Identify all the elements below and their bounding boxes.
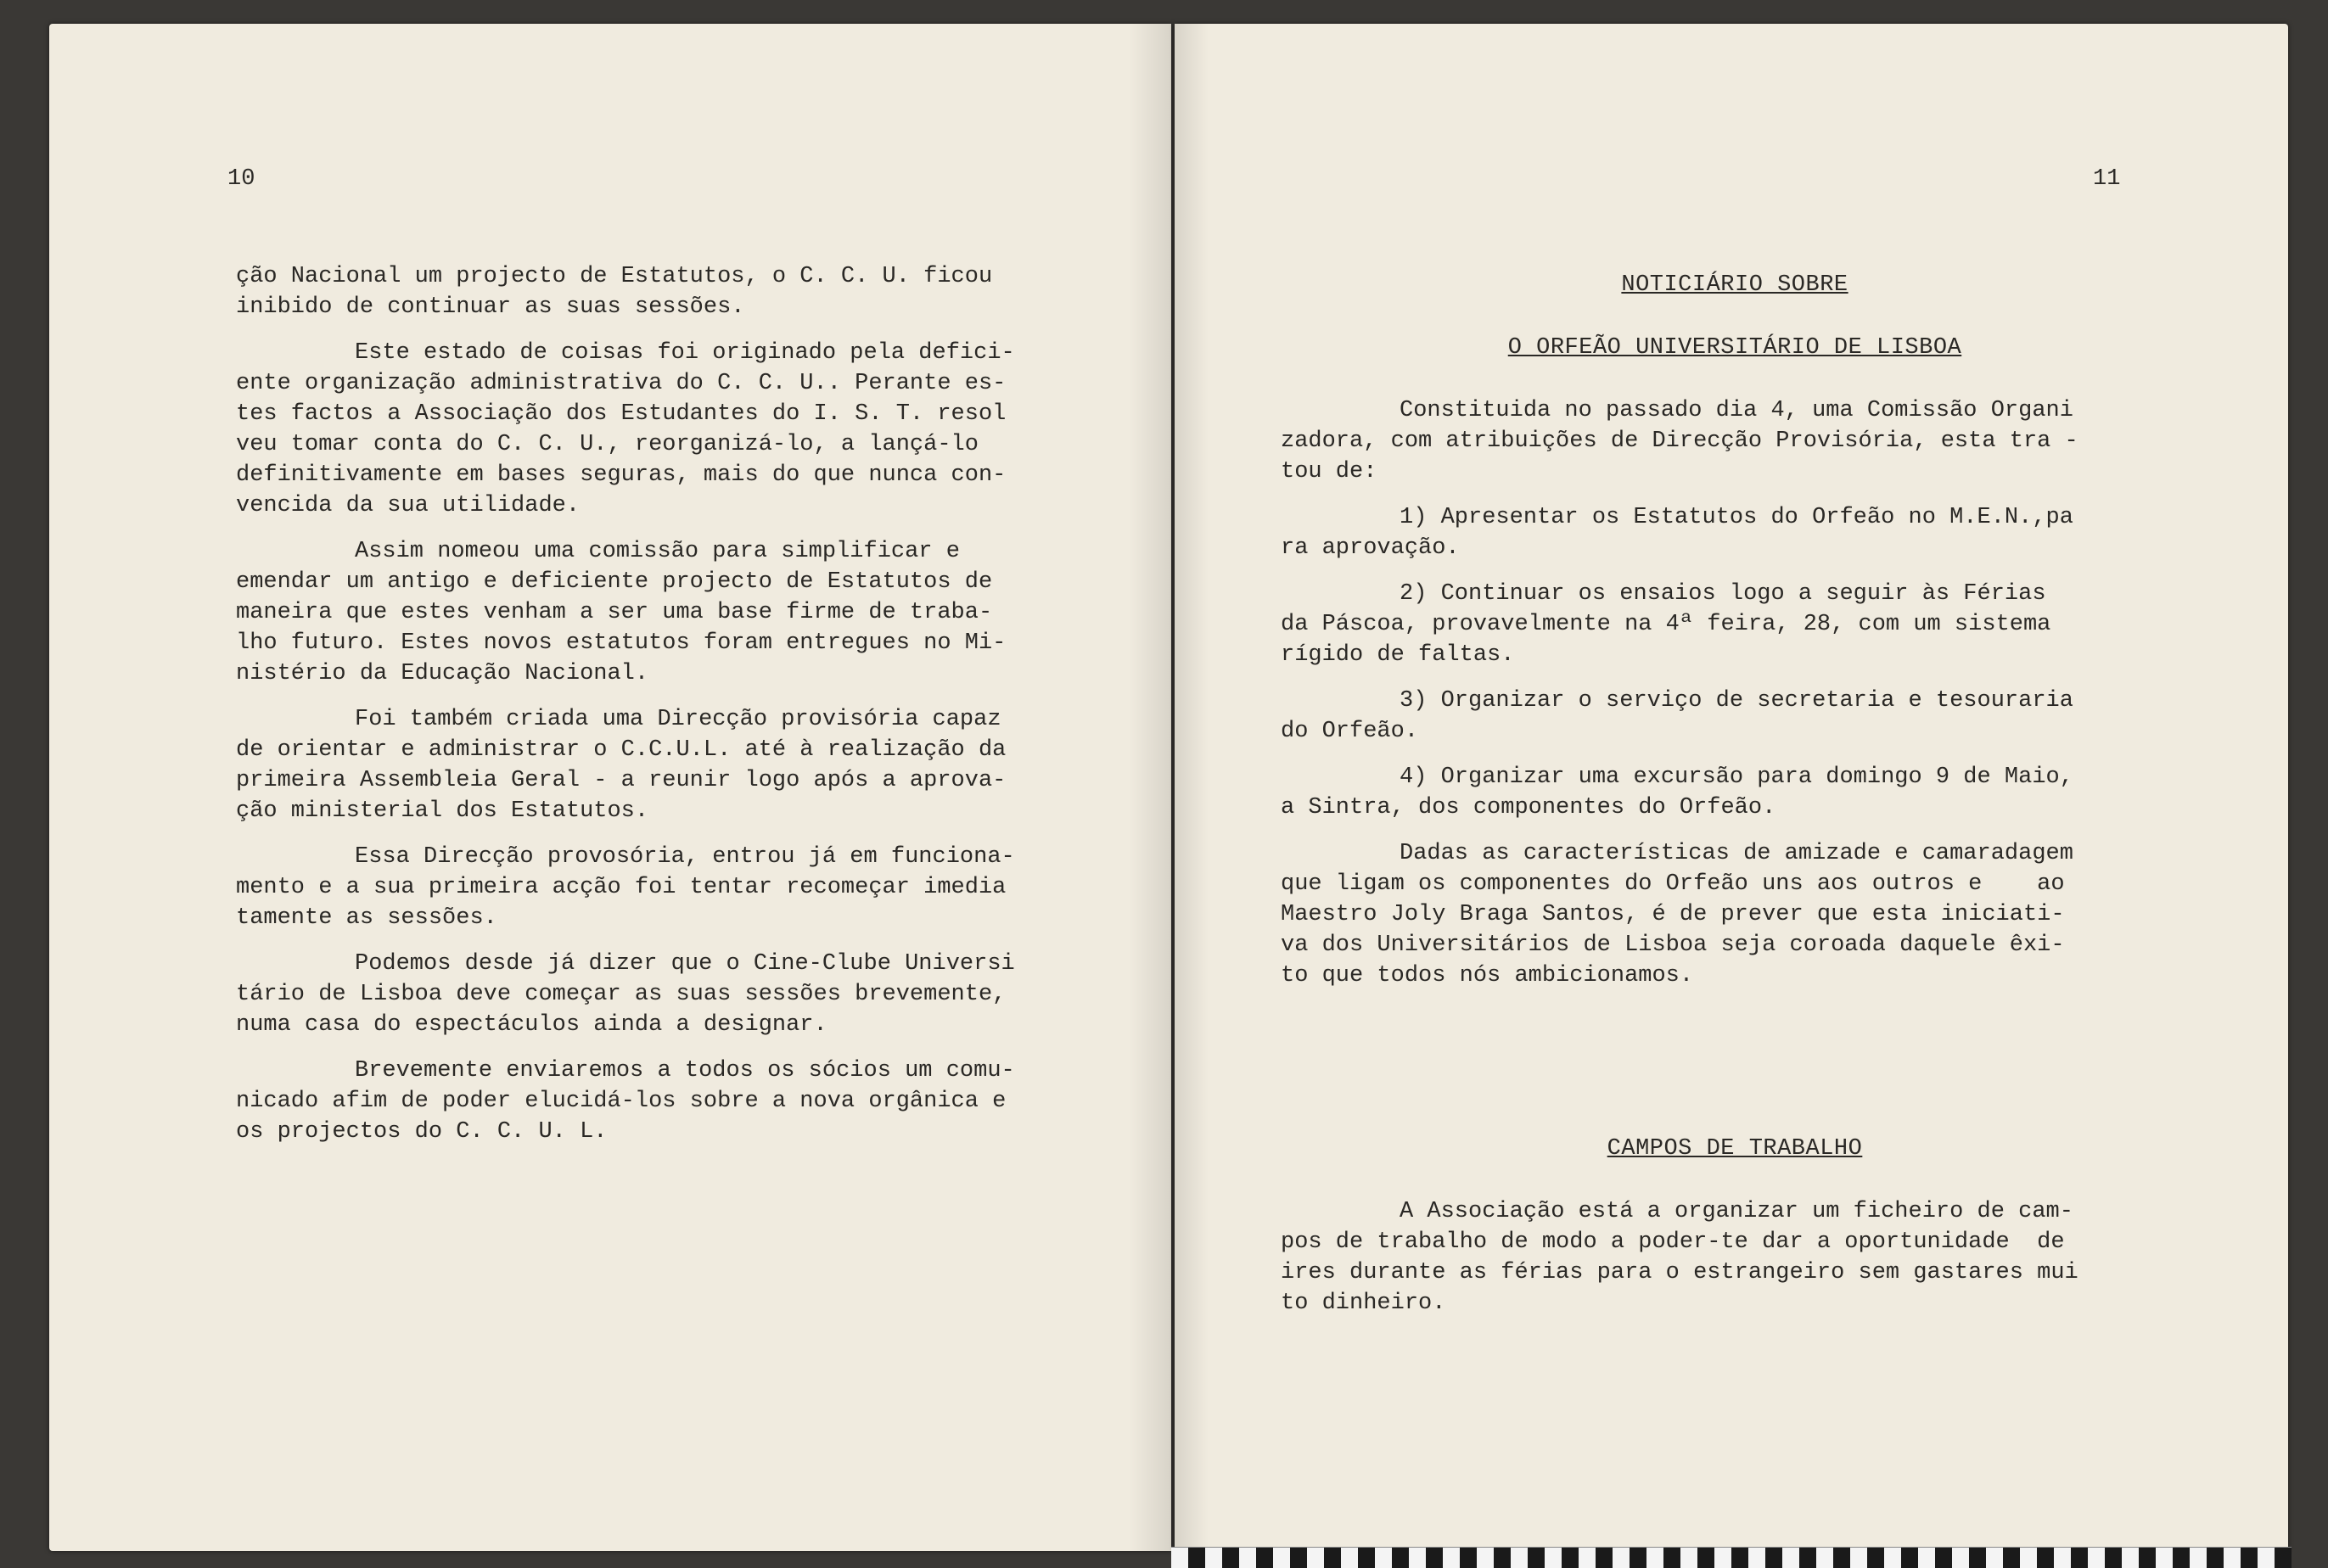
text-line bbox=[236, 460, 1110, 490]
text-line bbox=[1281, 960, 2189, 991]
line-text: va dos Universitários de Lisboa seja coroada daquele êxi- bbox=[1281, 932, 2065, 958]
text-line bbox=[1281, 762, 2189, 792]
text-line bbox=[236, 536, 1110, 567]
text-line bbox=[1281, 716, 2189, 747]
left-paragraph bbox=[236, 261, 1110, 322]
text-line bbox=[1281, 640, 2189, 670]
text-line bbox=[236, 292, 1110, 322]
text-line bbox=[236, 796, 1110, 826]
line-text: ires durante as férias para o estrangeiro sem gastares mui bbox=[1281, 1260, 2078, 1285]
orfeao-paragraph bbox=[1281, 686, 2189, 747]
line-text: ente organização administrativa do C. C. U.. Perante es- bbox=[236, 371, 1007, 396]
text-line bbox=[236, 704, 1110, 735]
text-line bbox=[1281, 869, 2189, 899]
text-line bbox=[236, 490, 1110, 521]
line-text: do Orfeão. bbox=[1281, 719, 1419, 744]
line-text: Maestro Joly Braga Santos, é de prever que esta iniciati- bbox=[1281, 902, 2065, 927]
text-line bbox=[1281, 426, 2189, 456]
text-line bbox=[1281, 899, 2189, 930]
line-text: to que todos nós ambicionamos. bbox=[1281, 963, 1694, 988]
left-paragraph bbox=[236, 536, 1110, 689]
text-line bbox=[236, 765, 1110, 796]
text-line bbox=[236, 1117, 1110, 1147]
campos-paragraph bbox=[1281, 1196, 2189, 1319]
text-line bbox=[1281, 1257, 2189, 1288]
heading-noticiario: NOTICIÁRIO SOBRE bbox=[1621, 272, 1848, 298]
text-line bbox=[236, 949, 1110, 979]
orfeao-paragraph bbox=[1281, 762, 2189, 823]
text-line bbox=[1281, 533, 2189, 563]
line-text: Este estado de coisas foi originado pela defici- bbox=[355, 340, 1015, 366]
left-page bbox=[49, 24, 1171, 1551]
line-text: 4) Organizar uma excursão para domingo 9 de Maio, bbox=[1400, 764, 2073, 790]
text-line bbox=[1281, 1288, 2189, 1319]
line-text: 2) Continuar os ensaios logo a seguir às Férias bbox=[1400, 581, 2046, 607]
left-paragraph bbox=[236, 338, 1110, 521]
left-page-body bbox=[236, 261, 1110, 1162]
text-line bbox=[1281, 579, 2189, 609]
orfeao-paragraph bbox=[1281, 395, 2189, 487]
line-text: tário de Lisboa deve começar as suas sessões brevemente, bbox=[236, 982, 1007, 1007]
text-line bbox=[1281, 792, 2189, 823]
text-line bbox=[236, 979, 1110, 1010]
text-line bbox=[236, 368, 1110, 399]
line-text: maneira que estes venham a ser uma base firme de traba- bbox=[236, 600, 993, 625]
text-line bbox=[236, 567, 1110, 597]
orfeao-paragraph bbox=[1281, 502, 2189, 563]
text-line bbox=[236, 842, 1110, 872]
section-gap bbox=[1281, 1006, 2189, 1134]
line-text: primeira Assembleia Geral - a reunir logo após a aprova- bbox=[236, 768, 1007, 793]
line-text: os projectos do C. C. U. L. bbox=[236, 1119, 608, 1145]
line-text: Dadas as características de amizade e camaradagem bbox=[1400, 841, 2073, 866]
left-paragraph bbox=[236, 704, 1110, 826]
text-line bbox=[236, 338, 1110, 368]
page-number-left: 10 bbox=[227, 166, 255, 192]
text-line bbox=[1281, 456, 2189, 487]
orfeao-paragraph bbox=[1281, 838, 2189, 991]
line-text: ção Nacional um projecto de Estatutos, o C. C. U. ficou bbox=[236, 264, 993, 289]
left-paragraph bbox=[236, 949, 1110, 1040]
line-text: Podemos desde já dizer que o Cine-Clube Universi bbox=[355, 951, 1015, 977]
text-line bbox=[236, 658, 1110, 689]
text-line bbox=[1281, 1227, 2189, 1257]
line-text: lho futuro. Estes novos estatutos foram entregues no Mi- bbox=[236, 630, 1007, 656]
line-text: A Associação está a organizar um ficheiro de cam- bbox=[1400, 1199, 2073, 1224]
line-text: Essa Direcção provosória, entrou já em funciona- bbox=[355, 844, 1015, 870]
line-text: da Páscoa, provavelmente na 4ª feira, 28, com um sistema bbox=[1281, 612, 2051, 637]
line-text: definitivamente em bases seguras, mais do que nunca con- bbox=[236, 462, 1007, 488]
line-text: nicado afim de poder elucidá-los sobre a nova orgânica e bbox=[236, 1089, 1007, 1114]
line-text: 3) Organizar o serviço de secretaria e tesouraria bbox=[1400, 688, 2073, 714]
line-text: inibido de continuar as suas sessões. bbox=[236, 294, 745, 320]
line-text: emendar um antigo e deficiente projecto de Estatutos de bbox=[236, 569, 993, 595]
line-text: numa casa do espectáculos ainda a designar. bbox=[236, 1012, 827, 1038]
line-text: tes factos a Associação dos Estudantes do I. S. T. resol bbox=[236, 401, 1007, 427]
line-text: Foi também criada uma Direcção provisória capaz bbox=[355, 707, 1001, 732]
text-line bbox=[236, 597, 1110, 628]
text-line bbox=[236, 1056, 1110, 1086]
left-paragraph bbox=[236, 842, 1110, 933]
line-text: de orientar e administrar o C.C.U.L. até à realização da bbox=[236, 737, 1007, 763]
line-text: ção ministerial dos Estatutos. bbox=[236, 798, 649, 824]
heading-campos: CAMPOS DE TRABALHO bbox=[1607, 1136, 1863, 1162]
line-text: pos de trabalho de modo a poder-te dar a oportunidade de bbox=[1281, 1229, 2065, 1255]
text-line bbox=[236, 1086, 1110, 1117]
line-text: ra aprovação. bbox=[1281, 535, 1460, 561]
text-line bbox=[1281, 395, 2189, 426]
line-text: Constituida no passado dia 4, uma Comissão Organi bbox=[1400, 398, 2073, 423]
text-line bbox=[1281, 1196, 2189, 1227]
line-text: rígido de faltas. bbox=[1281, 642, 1515, 668]
line-text: mento e a sua primeira acção foi tentar recomeçar imedia bbox=[236, 875, 1007, 900]
text-line bbox=[1281, 609, 2189, 640]
right-page bbox=[1175, 24, 2288, 1551]
text-line bbox=[236, 628, 1110, 658]
campos-section bbox=[1281, 1196, 2189, 1319]
text-line bbox=[236, 903, 1110, 933]
orfeao-section bbox=[1281, 395, 2189, 991]
text-line bbox=[236, 735, 1110, 765]
line-text: veu tomar conta do C. C. U., reorganizá-lo, a lançá-lo bbox=[236, 432, 979, 457]
text-line bbox=[236, 429, 1110, 460]
line-text: Assim nomeou uma comissão para simplificar e bbox=[355, 539, 960, 564]
line-text: tou de: bbox=[1281, 459, 1377, 484]
left-paragraph bbox=[236, 1056, 1110, 1147]
text-line bbox=[1281, 930, 2189, 960]
text-line bbox=[236, 872, 1110, 903]
line-text: vencida da sua utilidade. bbox=[236, 493, 581, 518]
text-line bbox=[236, 261, 1110, 292]
text-line bbox=[1281, 686, 2189, 716]
text-line bbox=[1281, 502, 2189, 533]
text-line bbox=[236, 399, 1110, 429]
line-text: que ligam os componentes do Orfeão uns aos outros e ao bbox=[1281, 871, 2065, 897]
line-text: a Sintra, dos componentes do Orfeão. bbox=[1281, 795, 1776, 820]
text-line bbox=[236, 1010, 1110, 1040]
text-line bbox=[1281, 838, 2189, 869]
line-text: tamente as sessões. bbox=[236, 905, 497, 931]
orfeao-paragraph bbox=[1281, 579, 2189, 670]
line-text: nistério da Educação Nacional. bbox=[236, 661, 649, 686]
line-text: zadora, com atribuições de Direcção Provisória, esta tra - bbox=[1281, 428, 2078, 454]
scale-ruler bbox=[1171, 1547, 2292, 1568]
line-text: to dinheiro. bbox=[1281, 1291, 1446, 1316]
line-text: 1) Apresentar os Estatutos do Orfeão no M.E.N.,pa bbox=[1400, 505, 2073, 530]
right-page-body bbox=[1281, 270, 2189, 1334]
page-number-right: 11 bbox=[2093, 166, 2121, 192]
heading-orfeao: O ORFEÃO UNIVERSITÁRIO DE LISBOA bbox=[1507, 335, 1962, 361]
line-text: Brevemente enviaremos a todos os sócios um comu- bbox=[355, 1058, 1015, 1084]
